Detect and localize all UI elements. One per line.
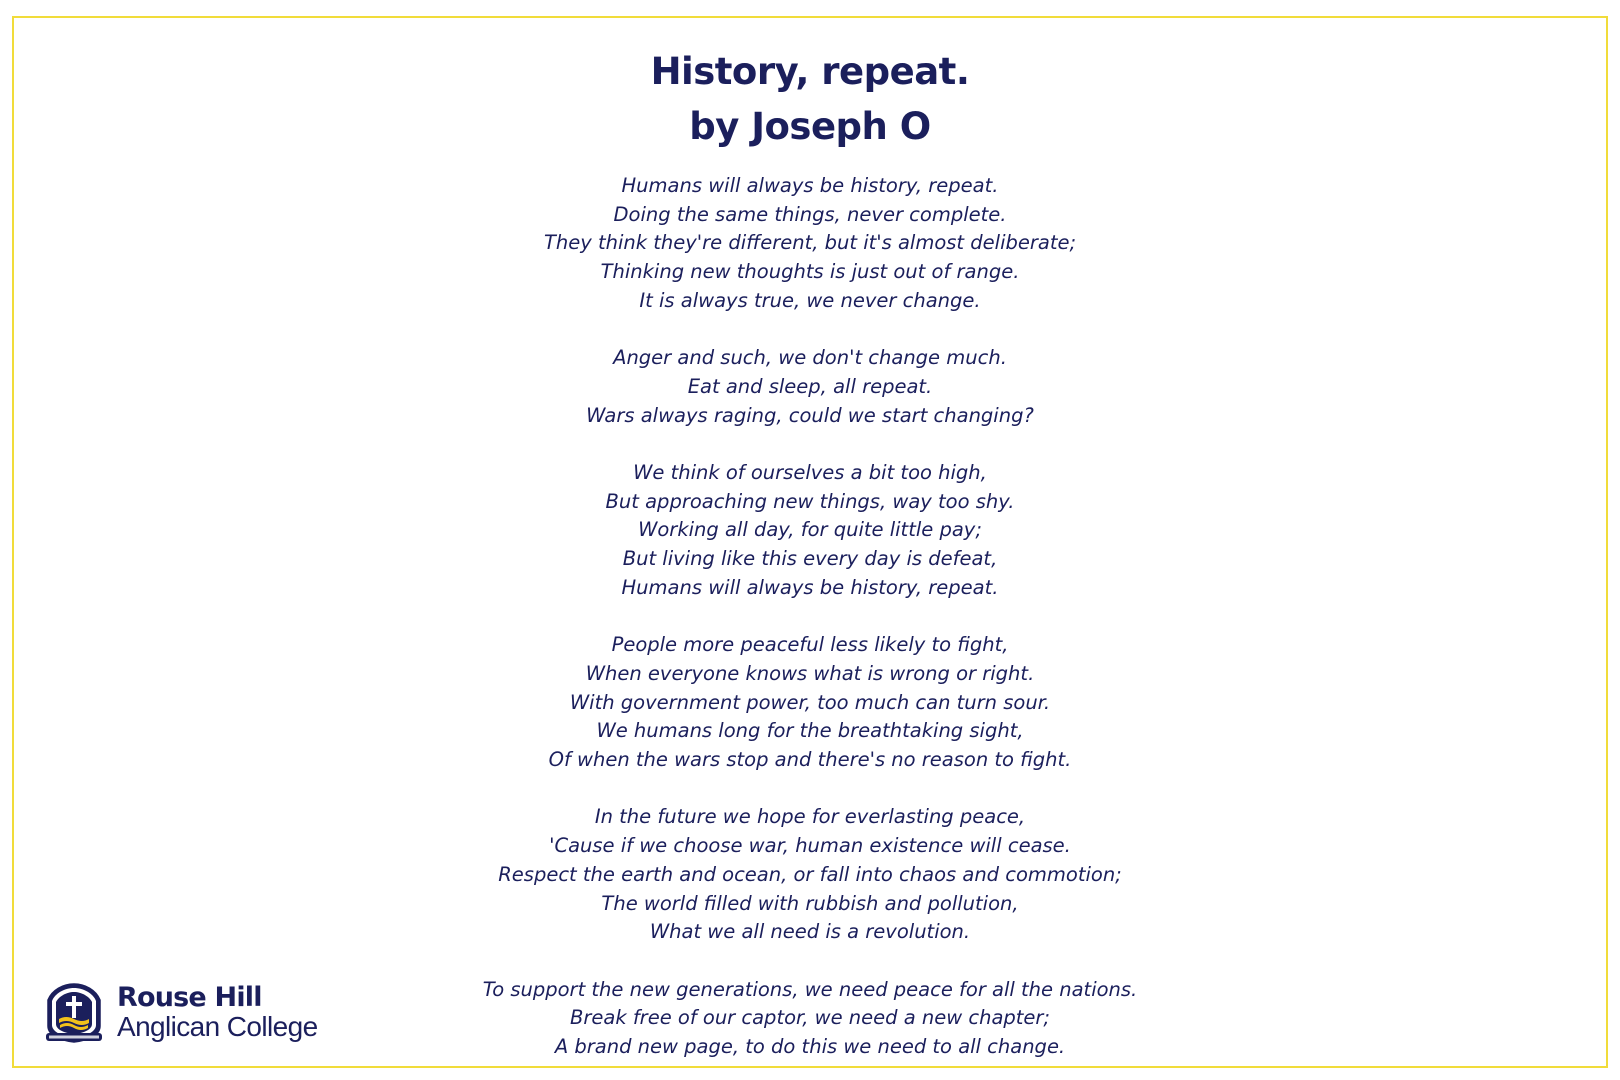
poem-line: Of when the wars stop and there's no reason to fight. [548, 748, 1072, 772]
poem-line: We humans long for the breathtaking sight, [596, 719, 1024, 743]
stanza [0, 172, 1620, 316]
poem-line: People more peaceful less likely to fight, [611, 633, 1009, 657]
poem-line: Break free of our captor, we need a new chapter; [569, 1006, 1051, 1030]
poem-line: Respect the earth and ocean, or fall into chaos and commotion; [498, 862, 1122, 886]
poem-line: 'Cause if we choose war, human existence will cease. [549, 834, 1071, 858]
poem-title: History, repeat. [650, 50, 970, 93]
poem-line: To support the new generations, we need peace for all the nations. [482, 977, 1138, 1001]
poem-line: What we all need is a revolution. [649, 920, 971, 944]
college-logo [43, 982, 318, 1044]
poem-line: But living like this every day is defeat, [622, 547, 998, 571]
poem-line: Working all day, for quite little pay; [638, 518, 982, 542]
poem-body [0, 172, 1620, 1062]
poem-line: Anger and such, we don't change much. [613, 346, 1007, 370]
stanza [0, 459, 1620, 603]
logo-name: Rouse Hill [117, 982, 262, 1013]
poem-line: Humans will always be history, repeat. [621, 174, 999, 197]
poem-line: They think they're different, but it's almost deliberate; [543, 231, 1077, 255]
poem-line: With government power, too much can turn sour. [569, 690, 1051, 714]
poem-line: In the future we hope for everlasting peace, [594, 805, 1026, 829]
logo-subtitle: Anglican College [117, 1011, 318, 1042]
poem-line: Humans will always be history, repeat. [621, 575, 999, 599]
poem-line: Doing the same things, never complete. [613, 202, 1007, 226]
poem-line: But approaching new things, way too shy. [605, 489, 1015, 513]
stanza [0, 631, 1620, 775]
poem-line: A brand new page, to do this we need to all change. [554, 1035, 1066, 1059]
poem-line: Thinking new thoughts is just out of range. [600, 260, 1020, 284]
poem-line: The world filled with rubbish and pollution, [601, 891, 1019, 915]
poem-line: Wars always raging, could we start changing? [586, 403, 1034, 427]
logo-text [117, 984, 318, 1042]
school-crest-icon [43, 982, 105, 1044]
poem-container [0, 44, 1620, 1062]
poem-line: We think of ourselves a bit too high, [633, 461, 987, 484]
poem-line: Eat and sleep, all repeat. [687, 374, 933, 398]
poem-line: It is always true, we never change. [639, 288, 981, 312]
stanza [0, 803, 1620, 947]
poem-author: by Joseph O [689, 105, 931, 148]
poem-line: When everyone knows what is wrong or right. [585, 661, 1035, 685]
stanza [0, 344, 1620, 430]
